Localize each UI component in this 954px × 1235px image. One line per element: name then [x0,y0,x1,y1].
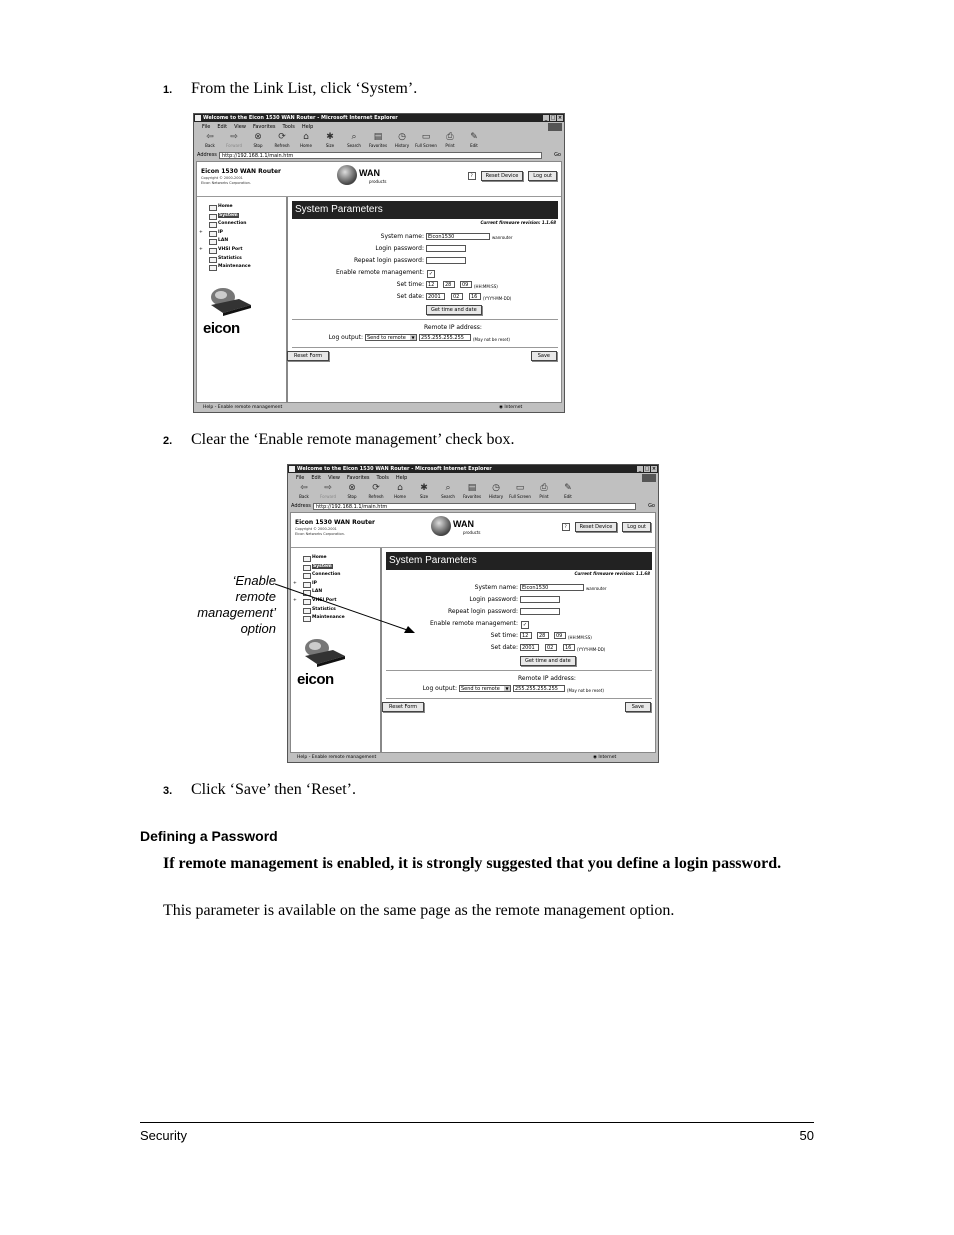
step-1-number: 1. [163,84,173,96]
status-text: Help - Enable remote management [297,755,377,760]
chevron-down-icon: ▼ [505,686,509,691]
step-2-number: 2. [163,435,173,447]
system-name-label: System name: [380,233,424,240]
logout-button[interactable]: Log out [622,522,651,532]
eicon-logo: eicon [203,320,240,337]
system-name-input[interactable]: Eicon1530 [520,584,584,591]
home-button[interactable]: ⌂ Home [388,483,412,501]
forward-button[interactable]: ⇨ Forward [316,483,340,501]
browser-toolbar [194,132,564,150]
page-content [196,161,562,403]
tree-item-connection[interactable]: Connection [299,571,345,580]
get-time-date-button[interactable]: Get time and date [426,305,482,315]
reset-device-button[interactable]: Reset Device [481,171,524,181]
expand-icon[interactable]: + [293,597,297,603]
menu-view[interactable]: View [328,475,340,481]
system-name-note: wanrouter [492,235,513,240]
minimize-icon[interactable]: _ [638,466,642,472]
address-input[interactable]: http://192.168.1.1/main.htm [313,503,636,510]
get-time-date-button[interactable]: Get time and date [520,656,576,666]
window-titlebar [288,465,658,473]
fullscreen-icon: ▭ [515,483,525,493]
tree-item-statistics[interactable]: Statistics [205,255,251,264]
enable-remote-label: Enable remote management: [429,620,518,627]
system-parameters-form [383,548,655,752]
system-name-note: wanrouter [586,586,607,591]
log-output-select[interactable]: Send to remote ▼ [365,334,417,341]
time-hour-input[interactable]: 12 [426,281,438,288]
divider [386,670,652,671]
maximize-icon[interactable]: □ [550,115,556,121]
reset-device-button[interactable]: Reset Device [575,522,618,532]
menu-view[interactable]: View [234,124,246,130]
footer-section: Security [140,1128,187,1143]
enable-remote-checkbox[interactable]: ✓ [522,622,528,628]
forward-arrow-icon: ⇨ [230,132,238,142]
step-3-text: Click ‘Save’ then ‘Reset’. [191,781,356,798]
date-month-input[interactable]: 02 [451,293,463,300]
log-output-label: Log output: [422,685,457,692]
favorites-icon: ▤ [373,132,383,142]
status-bar [288,753,658,762]
maximize-icon[interactable]: □ [644,466,650,472]
help-icon[interactable]: ? [468,172,476,180]
stop-button[interactable]: ⊗ Stop [340,483,364,501]
go-button[interactable]: Go [648,503,655,509]
menu-help[interactable]: Help [301,124,314,130]
edit-icon: ✎ [564,483,572,493]
warning-paragraph: If remote management is enabled, it is strongly suggested that you define a login password. [163,855,782,872]
back-arrow-icon: ⇦ [300,483,308,493]
system-parameters-form [289,197,561,402]
fullscreen-button[interactable]: ▭ Full Screen [509,483,531,499]
internet-zone: ◉ Internet [499,405,523,410]
menu-file[interactable]: File [296,475,305,481]
logout-button[interactable]: Log out [528,171,557,181]
body-paragraph: This parameter is available on the same page as the remote management option. [163,902,675,919]
set-time-label: Set time: [396,281,424,288]
footer-rule [140,1122,814,1123]
menu-edit[interactable]: Edit [311,475,322,481]
menu-tools[interactable]: Tools [282,124,295,130]
remote-ip-input[interactable]: 255.255.255.255 [419,334,471,341]
back-arrow-icon: ⇦ [206,132,214,142]
copyright: Copyright © 2000-2001 Eicon Networks Corporation. [201,176,251,185]
section-heading: Defining a Password [140,828,278,844]
history-icon: ◷ [492,483,500,493]
repeat-password-input[interactable] [426,257,466,264]
system-name-input[interactable]: Eicon1530 [426,233,490,240]
menu-help[interactable]: Help [395,475,408,481]
go-button[interactable]: Go [554,152,561,158]
menu-edit[interactable]: Edit [217,124,228,130]
window-title: Welcome to the Eicon 1530 WAN Router - Microsoft Internet Explorer [297,466,492,472]
date-day-input[interactable]: 16 [563,644,575,651]
save-button[interactable]: Save [531,351,557,361]
stop-icon: ⊗ [348,483,356,493]
tree-item-maintenance[interactable]: Maintenance [299,614,345,623]
date-format: (YYYY-MM-DD) [483,296,512,301]
tree-item-connection[interactable]: Connection [205,220,251,229]
time-second-input[interactable]: 09 [460,281,472,288]
time-format: (HH:MM:SS) [474,284,498,289]
divider [292,319,558,320]
remote-ip-label: Remote IP address: [424,324,482,331]
history-button[interactable]: ◷ History [484,483,508,501]
refresh-icon: ⟳ [278,132,286,142]
date-format: (YYYY-MM-DD) [577,647,606,652]
router-image [299,636,347,668]
menu-tools[interactable]: Tools [376,475,389,481]
callout-arrow [270,575,420,640]
tree-item-system[interactable]: System [205,212,251,221]
tree-item-statistics[interactable]: Statistics [299,606,345,615]
date-year-input[interactable]: 2001 [426,293,445,300]
tree-item-ip[interactable]: + IP [205,229,251,238]
window-titlebar [194,114,564,122]
search-icon: ⌕ [445,483,451,493]
date-month-input[interactable]: 02 [545,644,557,651]
close-icon[interactable]: × [651,466,657,472]
repeat-password-label: Repeat login password: [353,257,424,264]
eicon-logo: eicon [297,671,334,688]
stop-button[interactable]: ⊗ Stop [246,132,270,150]
menu-bar [288,474,658,482]
stop-icon: ⊗ [254,132,262,142]
refresh-icon: ⟳ [372,483,380,493]
remote-ip-input[interactable]: 255.255.255.255 [513,685,565,692]
search-button[interactable]: ⌕ Search [436,483,460,501]
tree-item-home[interactable]: Home [299,554,345,563]
remote-ip-label: Remote IP address: [518,675,576,682]
size-icon: ✱ [326,132,334,142]
login-password-input[interactable] [426,245,466,252]
fullscreen-button[interactable]: ▭ Full Screen [415,132,437,148]
reset-form-button[interactable]: Reset Form [382,702,424,712]
remote-ip-note: (May not be reset) [473,337,510,342]
set-date-label: Set date: [490,644,518,651]
log-output-label: Log output: [328,334,363,341]
fullscreen-icon: ▭ [421,132,431,142]
ie-logo-icon [548,123,562,131]
time-minute-input[interactable]: 28 [443,281,455,288]
search-icon: ⌕ [351,132,357,142]
wan-products-logo: WAN products [431,515,491,539]
size-button[interactable]: ✱ Size [318,132,342,150]
reset-form-button[interactable]: Reset Form [287,351,329,361]
step-1-text: From the Link List, click ‘System’. [191,80,418,97]
login-password-label: Login password: [469,596,518,603]
address-bar [288,502,658,511]
window-title: Welcome to the Eicon 1530 WAN Router - Microsoft Internet Explorer [203,115,398,121]
date-year-input[interactable]: 2001 [520,644,539,651]
time-minute-input[interactable]: 28 [537,632,549,639]
status-text: Help - Enable remote management [203,405,283,410]
tree-item-system[interactable]: System [299,563,345,572]
minimize-icon[interactable]: _ [544,115,548,121]
callout-label: ‘Enable remote management’ option [197,573,276,636]
expand-icon[interactable]: + [293,580,297,586]
divider [292,347,558,348]
copyright: Copyright © 2000-2001 Eicon Networks Corporation. [295,527,345,536]
close-icon[interactable]: × [557,115,563,121]
tree-item-vhsi-port[interactable]: + VHSI Port [205,246,251,255]
ie-logo-icon [642,474,656,482]
menu-favorites[interactable]: Favorites [346,475,370,481]
address-bar [194,151,564,160]
step-2-text: Clear the ‘Enable remote management’ check box. [191,431,515,448]
history-icon: ◷ [398,132,406,142]
tree-item-lan[interactable]: LAN [205,237,251,246]
page-number: 50 [799,1128,814,1143]
time-hour-input[interactable]: 12 [520,632,532,639]
globe-icon [431,516,451,536]
tree-item-home[interactable]: Home [205,203,251,212]
router-title: Eicon 1530 WAN Router [295,519,375,526]
set-date-label: Set date: [396,293,424,300]
home-button[interactable]: ⌂ Home [294,132,318,150]
edit-icon: ✎ [470,132,478,142]
tree-item-lan[interactable]: LAN [299,588,345,597]
log-output-select[interactable]: Send to remote ▼ [459,685,511,692]
date-day-input[interactable]: 16 [469,293,481,300]
favorites-button[interactable]: ▤ Favorites [460,483,484,501]
size-button[interactable]: ✱ Size [412,483,436,501]
menu-favorites[interactable]: Favorites [252,124,276,130]
expand-icon[interactable]: + [199,229,203,235]
time-second-input[interactable]: 09 [554,632,566,639]
globe-icon [337,165,357,185]
expand-icon[interactable]: + [199,246,203,252]
browser-toolbar [288,483,658,501]
print-icon: ⎙ [540,483,548,493]
firmware-revision: Current firmware revision: 1.1.68 [574,571,650,576]
tree-item-ip[interactable]: + IP [299,580,345,589]
refresh-button[interactable]: ⟳ Refresh [270,132,294,150]
home-icon: ⌂ [303,132,309,142]
login-password-label: Login password: [375,245,424,252]
tree-item-vhsi-port[interactable]: + VHSI Port [299,597,345,606]
chevron-down-icon: ▼ [411,335,415,340]
time-format: (HH:MM:SS) [568,635,592,640]
enable-remote-checkbox[interactable]: ✓ [428,271,434,277]
form-heading: System Parameters [386,552,652,570]
divider [386,698,652,699]
ie-icon [195,115,201,121]
address-label: Address [291,503,311,509]
tree-item-maintenance[interactable]: Maintenance [205,263,251,272]
help-icon[interactable]: ? [562,523,570,531]
step-3-number: 3. [163,785,173,797]
wan-products-logo: WAN products [337,164,397,188]
menu-file[interactable]: File [202,124,211,130]
history-button[interactable]: ◷ History [390,132,414,150]
router-title: Eicon 1530 WAN Router [201,168,281,175]
form-heading: System Parameters [292,201,558,219]
print-button[interactable]: ⎙ Print [532,483,556,501]
print-icon: ⎙ [446,132,454,142]
repeat-password-input[interactable] [520,608,560,615]
internet-zone: ◉ Internet [593,755,617,760]
remote-ip-note: (May not be reset) [567,688,604,693]
home-icon: ⌂ [397,483,403,493]
search-button[interactable]: ⌕ Search [342,132,366,150]
back-button[interactable]: ⇦ Back [292,483,316,501]
edit-button[interactable]: ✎ Edit [556,483,580,501]
link-list [197,197,288,402]
forward-button[interactable]: ⇨ Forward [222,132,246,150]
back-button[interactable]: ⇦ Back [198,132,222,150]
ie-icon [289,466,295,472]
enable-remote-label: Enable remote management: [335,269,424,276]
firmware-revision: Current firmware revision: 1.1.68 [480,220,556,225]
menu-bar [194,123,564,131]
router-image [205,285,253,317]
favorites-button[interactable]: ▤ Favorites [366,132,390,150]
edit-button[interactable]: ✎ Edit [462,132,486,150]
size-icon: ✱ [420,483,428,493]
address-input[interactable]: http://192.168.1.1/main.htm [219,152,542,159]
repeat-password-label: Repeat login password: [447,608,518,615]
favorites-icon: ▤ [467,483,477,493]
login-password-input[interactable] [520,596,560,603]
forward-arrow-icon: ⇨ [324,483,332,493]
system-name-label: System name: [474,584,518,591]
print-button[interactable]: ⎙ Print [438,132,462,150]
refresh-button[interactable]: ⟳ Refresh [364,483,388,501]
browser-screenshot-1 [193,113,565,413]
address-label: Address [197,152,217,158]
set-time-label: Set time: [490,632,518,639]
save-button[interactable]: Save [625,702,651,712]
status-bar [194,403,564,412]
